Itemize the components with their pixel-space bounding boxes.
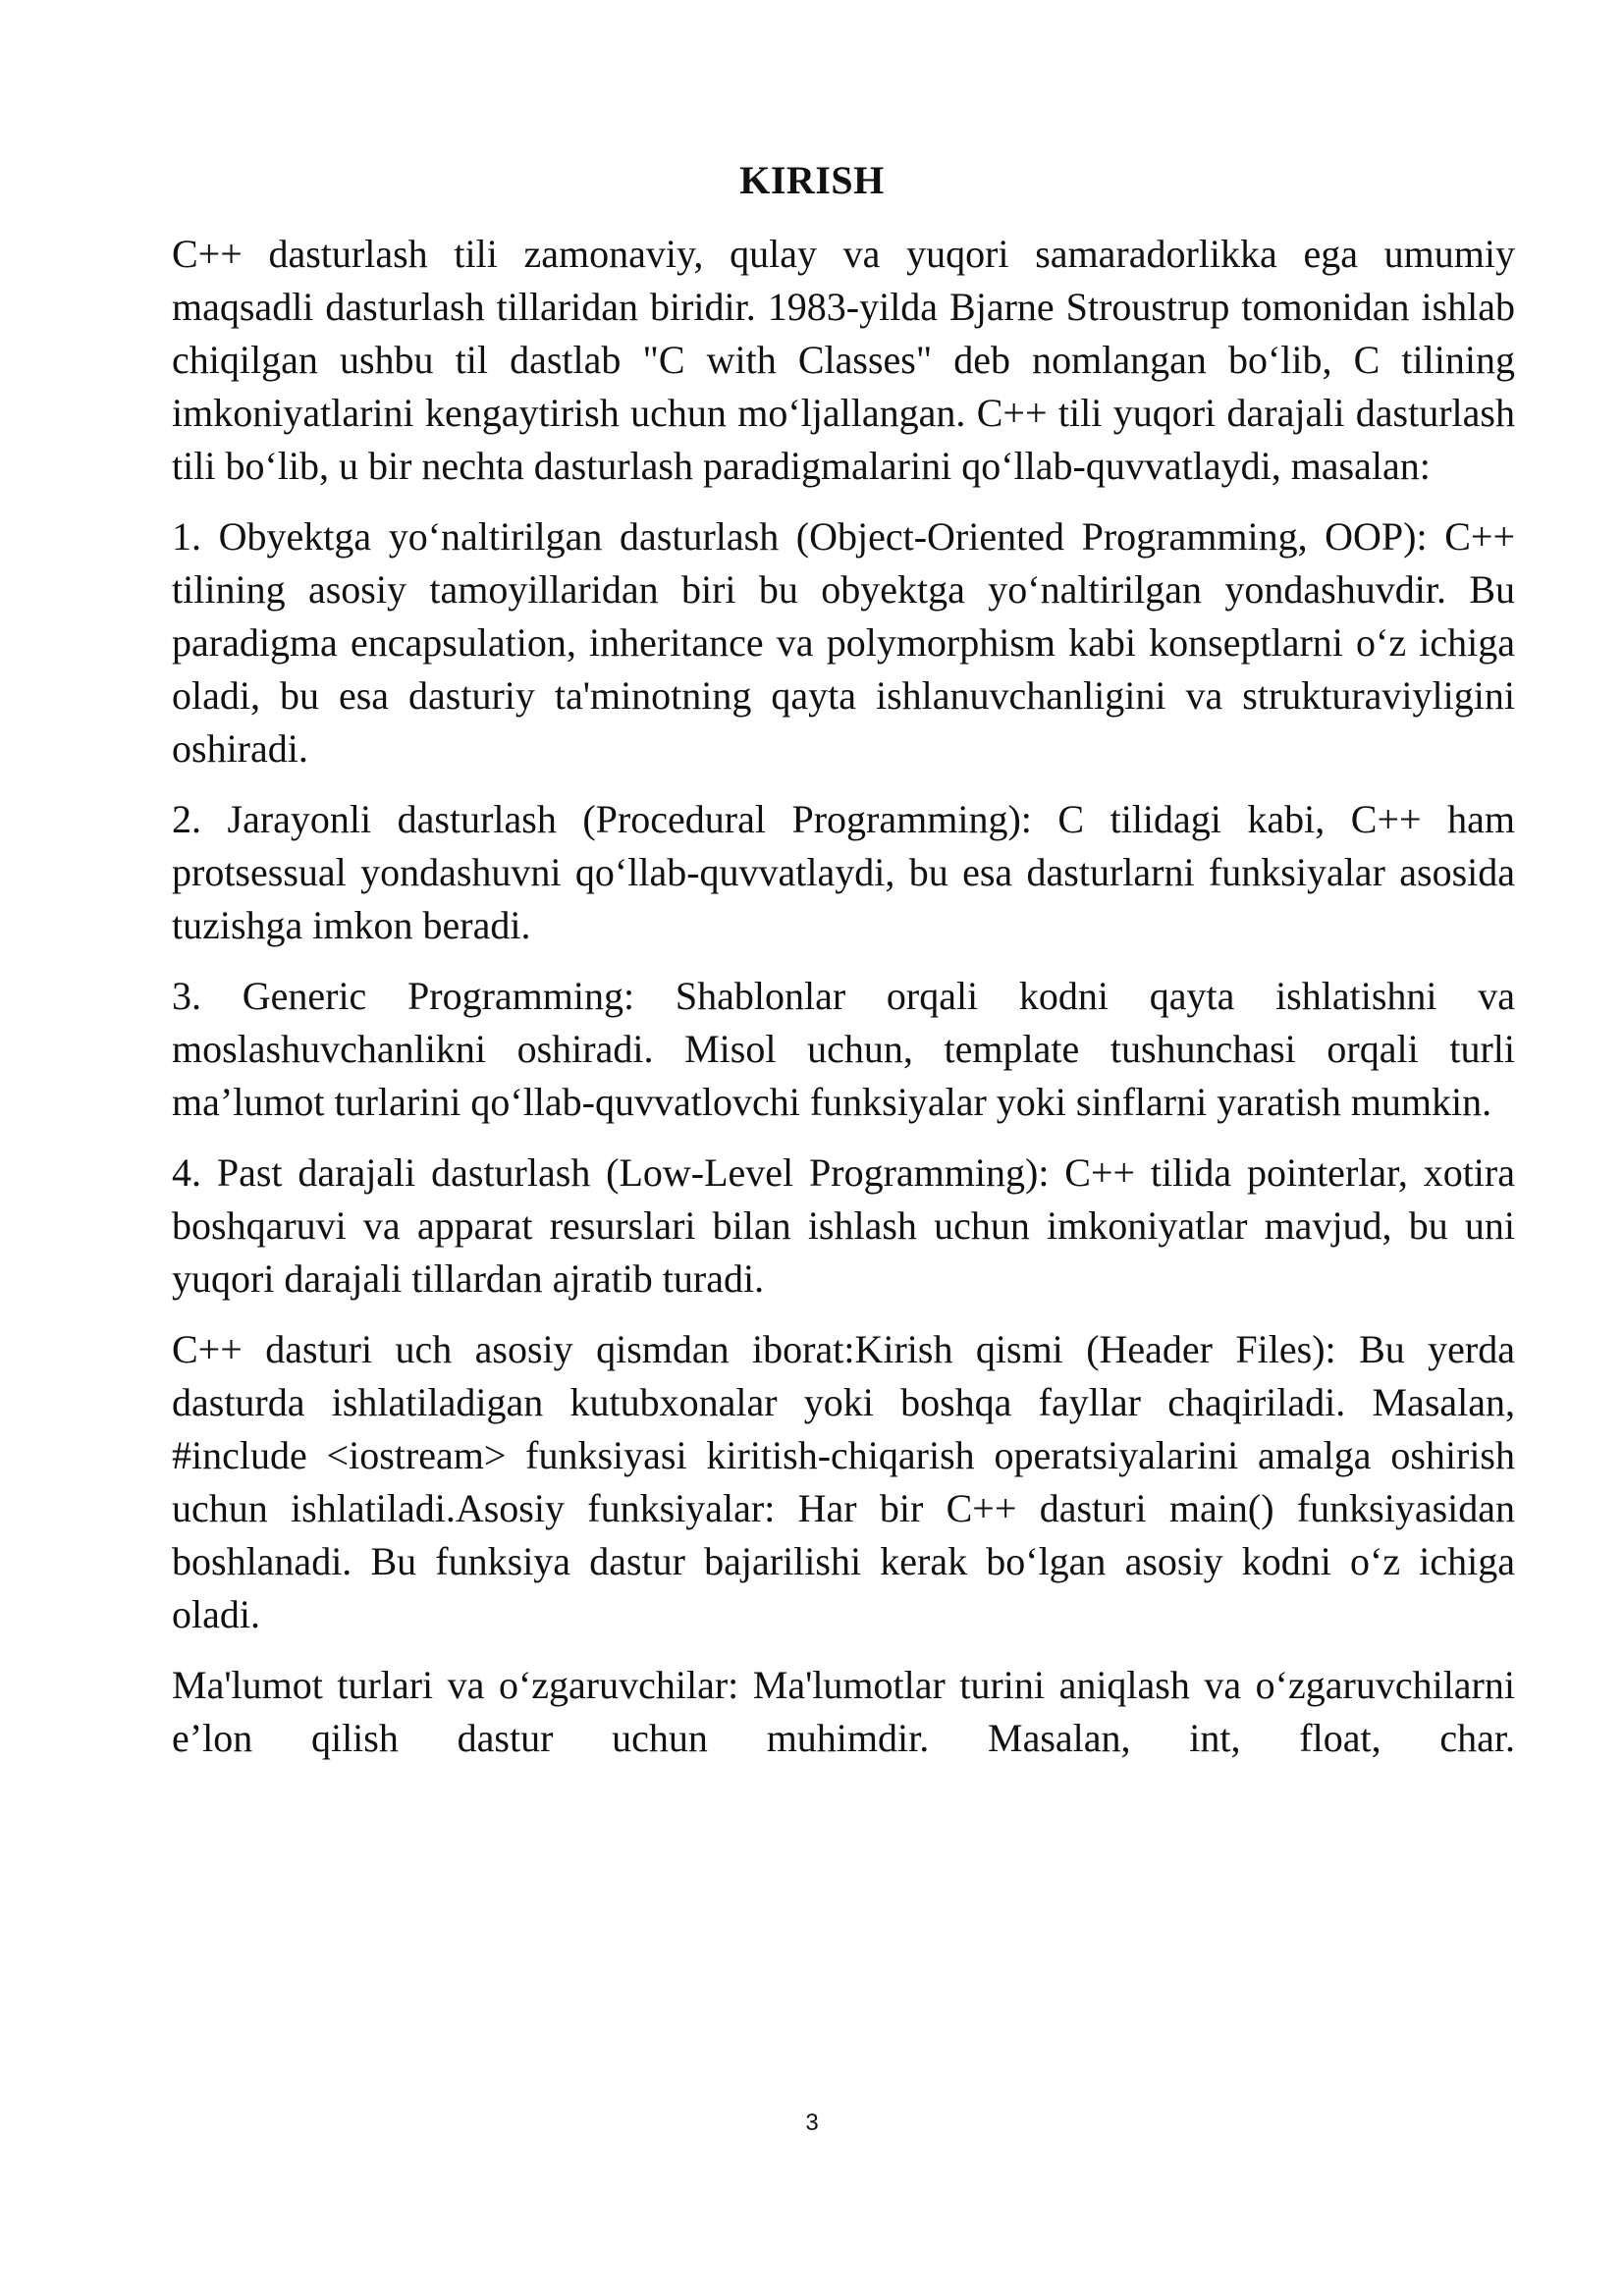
page-number: 3 — [805, 2109, 819, 2136]
procedural-paragraph: 2. Jarayonli dasturlash (Procedural Programming): C tilidagi kabi, C++ ham protsessual yondashuvni qo‘llab-quvvatlaydi, bu esa dasturlarni funksiyalar asosida tuzishga imkon beradi. — [172, 797, 1515, 947]
low-level-paragraph: 4. Past darajali dasturlash (Low-Level Programming): C++ tilida pointerlar, xotira boshqaruvi va apparat resurslari bilan ishlash uchun imkoniyatlar mavjud, bu uni yuqori darajali tillardan ajratib turadi. — [172, 1150, 1515, 1301]
program-structure-paragraph: C++ dasturi uch asosiy qismdan iborat:Kirish qismi (Header Files): Bu yerda dasturda ishlatiladigan kutubxonalar yoki boshqa fayllar chaqiriladi. Masalan, #include <iostream> funksiyasi kiritish-chiqarish operatsiyalarini amalga oshirish uchun ishlatiladi.Asosiy funksiyalar: Har bir C++ dasturi main() funksiyasidan boshlanadi. Bu funksiya dastur bajarilishi kerak bo‘lgan asosiy kodni o‘z ichiga oladi. — [172, 1327, 1515, 1636]
document-body — [172, 228, 1515, 1783]
intro-paragraph: C++ dasturlash tili zamonaviy, qulay va yuqori samaradorlikka ega umumiy maqsadli dasturlash tillaridan biridir. 1983-yilda Bjarne Stroustrup tomonidan ishlab chiqilgan ushbu til dastlab "C with Classes" deb nomlangan bo‘lib, C tilining imkoniyatlarini kengaytirish uchun mo‘ljallangan. C++ tili yuqori darajali dasturlash tili bo‘lib, u bir nechta dasturlash paradigmalarini qo‘llab-quvvatlaydi, masalan: — [172, 232, 1515, 488]
oop-paragraph: 1. Obyektga yo‘naltirilgan dasturlash (Object-Oriented Programming, OOP): C++ tilining asosiy tamoyillaridan biri bu obyektga yo‘naltirilgan yondashuvdir. Bu paradigma encapsulation, inheritance va polymorphism kabi konseptlarni o‘z ichiga oladi, bu esa dasturiy ta'minotning qayta ishlanuvchanligini va strukturaviyligini oshiradi. — [172, 514, 1515, 771]
page-title: KIRISH — [739, 158, 885, 202]
generic-paragraph: 3. Generic Programming: Shablonlar orqali kodni qayta ishlatishni va moslashuvchanlikni oshiradi. Misol uchun, template tushunchasi orqali turli ma’lumot turlarini qo‘llab-quvvatlovchi funksiyalar yoki sinflarni yaratish mumkin. — [172, 974, 1515, 1124]
data-types-paragraph: Ma'lumot turlari va o‘zgaruvchilar: Ma'lumotlar turini aniqlash va o‘zgaruvchilarni e’lon qilish dastur uchun muhimdir. Masalan, int, float, char. — [172, 1663, 1515, 1760]
